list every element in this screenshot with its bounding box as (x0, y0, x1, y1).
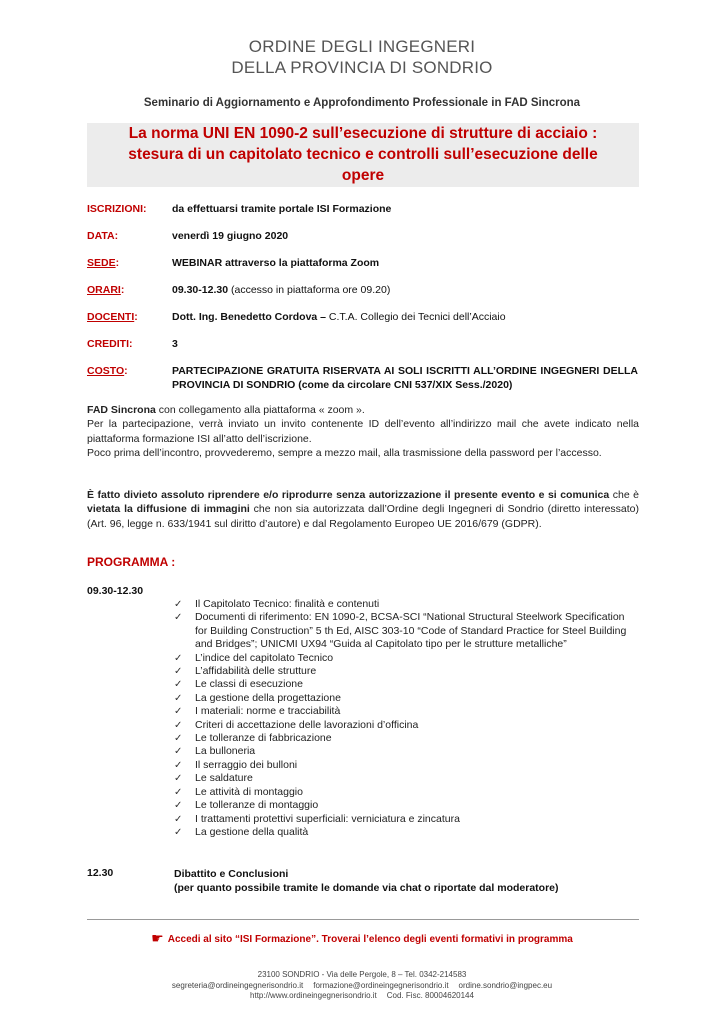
info-label-costo (87, 364, 128, 378)
checkmark-icon: ✓ (174, 746, 183, 758)
programma-item (174, 772, 634, 785)
info-value-docenti (172, 310, 638, 324)
programma-item-text: I materiali: norme e tracciabilità (195, 705, 341, 718)
checkmark-icon: ✓ (174, 813, 183, 825)
info-label-orari (87, 283, 124, 297)
costo-colon: : (124, 365, 128, 377)
programma-time-2: 12.30 (87, 867, 114, 879)
info-value-crediti: 3 (172, 338, 178, 350)
programma-item (174, 799, 634, 812)
programma-item-text: Le attività di montaggio (195, 785, 303, 798)
checkmark-icon: ✓ (174, 652, 183, 664)
orari-note: (accesso in piattaforma ore 09.20) (228, 284, 391, 296)
divieto-text-1: che è (609, 489, 640, 501)
info-value-iscrizioni: da effettuarsi tramite portale ISI Formazione (172, 203, 392, 215)
email-pec[interactable]: ordine.sondrio@ingpec.eu (458, 980, 553, 990)
checkmark-icon: ✓ (174, 706, 183, 718)
docenti-colon: : (134, 311, 138, 323)
programma-item-text: La gestione della progettazione (195, 691, 341, 704)
checkmark-icon: ✓ (174, 666, 183, 678)
org-line-2: DELLA PROVINCIA DI SONDRIO (231, 58, 493, 77)
programma-closing (174, 867, 634, 895)
fad-line-3: Poco prima dell’incontro, provvederemo, sempre a mezzo mail, alla trasmissione della password per l’accesso. (87, 447, 602, 460)
checkmark-icon: ✓ (174, 773, 183, 785)
programma-item (174, 786, 634, 799)
info-value-orari (172, 283, 638, 297)
closing-line-2: (per quanto possibile tramite le domande via chat o riportate dal moderatore) (174, 882, 559, 894)
info-label-docenti (87, 310, 138, 324)
fad-paragraph (87, 403, 639, 461)
checkmark-icon: ✓ (174, 826, 183, 838)
footer-address: 23100 SONDRIO - Via delle Pergole, 8 – Tel. 0342-214583 (257, 970, 467, 979)
checkmark-icon: ✓ (174, 759, 183, 771)
footer-contacts (0, 970, 724, 1002)
programma-item-text: La gestione della qualità (195, 825, 309, 838)
pointing-hand-icon: ☛ (151, 930, 164, 946)
divieto-bold-2: vietata la diffusione di immagini (87, 503, 250, 516)
footer-web (0, 991, 724, 1002)
checkmark-icon: ✓ (174, 733, 183, 745)
programma-item (174, 719, 634, 732)
fad-line-2: Per la partecipazione, verrà inviato un invito contenente ID dell’evento all’indirizzo mail che avete indicato nella piattaforma formazione ISI all’atto dell’iscrizione. (87, 418, 639, 445)
isi-formazione-link[interactable] (0, 930, 724, 947)
closing-line-1: Dibattito e Conclusioni (174, 868, 289, 880)
docenti-label-text: DOCENTI (87, 311, 135, 323)
codice-fiscale: Cod. Fisc. 80004620144 (386, 991, 474, 1000)
info-label-sede (87, 256, 119, 270)
organization-name (0, 36, 724, 78)
checkmark-icon: ✓ (174, 692, 183, 704)
programma-item-text: Le tolleranze di montaggio (195, 799, 319, 812)
programma-item-text: Il serraggio dei bulloni (195, 758, 298, 771)
orari-time: 09.30-12.30 (172, 284, 229, 296)
footer-divider (87, 919, 639, 920)
fad-text: con collegamento alla piattaforma « zoom ». (155, 404, 365, 416)
programma-item-text: I trattamenti protettivi superficiali: verniciatura e zincatura (195, 812, 460, 825)
fad-line-1 (87, 403, 639, 417)
sede-colon: : (115, 257, 120, 269)
info-value-costo: PARTECIPAZIONE GRATUITA RISERVATA AI SOLI ISCRITTI ALL’ORDINE INGEGNERI DELLA PROVINCIA DI SONDRIO (come da circolare CNI 537/XIX Sess./2020) (172, 365, 638, 391)
seminar-subtitle: Seminario di Aggiornamento e Approfondimento Professionale in FAD Sincrona (143, 97, 581, 109)
programma-item-text: La bulloneria (195, 745, 256, 758)
email-formazione[interactable]: formazione@ordineingegnerisondrio.it (313, 980, 449, 990)
checkmark-icon: ✓ (174, 786, 183, 798)
programma-item-text: Le classi di esecuzione (195, 678, 303, 691)
divieto-bold-1: È fatto divieto assoluto riprendere e/o riprodurre senza autorizzazione il presente evento e si comunica (87, 489, 610, 501)
programma-item (174, 598, 634, 611)
checkmark-icon: ✓ (174, 719, 183, 731)
footer-emails (0, 981, 724, 992)
programma-item (174, 665, 634, 678)
programma-item-text: Le saldature (195, 772, 253, 785)
programma-item-text: Le tolleranze di fabbricazione (195, 732, 332, 745)
programma-item (174, 611, 634, 651)
programma-list (174, 598, 634, 839)
programma-item-text: Criteri di accettazione delle lavorazioni d’officina (195, 718, 419, 731)
programma-time-1: 09.30-12.30 (87, 585, 144, 597)
info-label-data: DATA: (87, 230, 119, 242)
checkmark-icon: ✓ (174, 612, 183, 624)
checkmark-icon: ✓ (174, 599, 183, 610)
programma-item (174, 826, 634, 839)
costo-label-text: COSTO (87, 365, 125, 377)
docente-name: Dott. Ing. Benedetto Cordova – (172, 311, 329, 323)
programma-item (174, 692, 634, 705)
info-value-sede: WEBINAR attraverso la piattaforma Zoom (172, 257, 380, 269)
checkmark-icon: ✓ (174, 800, 183, 812)
fad-label: FAD Sincrona (87, 404, 156, 416)
divieto-text-2: che non sia autorizzata dall’Ordine degli Ingegneri di Sondrio (diretto interessato) (Art. 96, legge n. 633/1941 sul diritto d’autore) e dal Regolamento Europeo UE 2016/679 (GDPR). (87, 503, 640, 530)
info-label-crediti: CREDITI: (87, 338, 133, 350)
isi-link-text[interactable]: Accedi al sito “ISI Formazione”. Troverai l’elenco degli eventi formativi in programma (167, 934, 573, 945)
programma-item-text: L’indice del capitolato Tecnico (195, 651, 334, 664)
email-segreteria[interactable]: segreteria@ordineingegnerisondrio.it (171, 980, 304, 990)
programma-heading: PROGRAMMA : (87, 555, 176, 569)
event-title-line-1: La norma UNI EN 1090-2 sull’esecuzione di strutture di acciaio : (128, 125, 598, 142)
orari-label-text: ORARI (87, 284, 121, 296)
programma-item-text: Documenti di riferimento: EN 1090-2, BCSA-SCI “National Structural Steelwork Specification for Building Construction” 5 th Ed, AISC 303-10 “Code of Standard Practice for Steel Building and Bridges”; UNICMI UX94 “Guida al Capitolato tipo per le strutture metalliche” (195, 611, 627, 651)
docente-affiliation: C.T.A. Collegio dei Tecnici dell’Acciaio (328, 311, 506, 323)
programma-item (174, 813, 634, 826)
info-label-iscrizioni: ISCRIZIONI: (87, 203, 147, 215)
programma-item (174, 678, 634, 691)
programma-item (174, 705, 634, 718)
event-title-line-2: stesura di un capitolato tecnico e controlli sull’esecuzione delle (128, 146, 598, 163)
event-title-box (87, 123, 639, 187)
checkmark-icon: ✓ (174, 679, 183, 691)
divieto-paragraph (87, 488, 639, 531)
website-link[interactable]: http://www.ordineingegnerisondrio.it (250, 991, 377, 1000)
info-value-data: venerdì 19 giugno 2020 (172, 230, 289, 242)
orari-colon: : (120, 284, 125, 296)
programma-item (174, 759, 634, 772)
event-title-line-3: opere (341, 167, 385, 184)
org-line-1: ORDINE DEGLI INGEGNERI (248, 37, 476, 56)
programma-item-text: Il Capitolato Tecnico: finalità e contenuti (195, 598, 380, 610)
programma-item-text: L’affidabilità delle strutture (195, 665, 317, 678)
programma-item (174, 745, 634, 758)
programma-item (174, 732, 634, 745)
sede-label-text: SEDE (87, 257, 116, 269)
programma-item (174, 652, 634, 665)
